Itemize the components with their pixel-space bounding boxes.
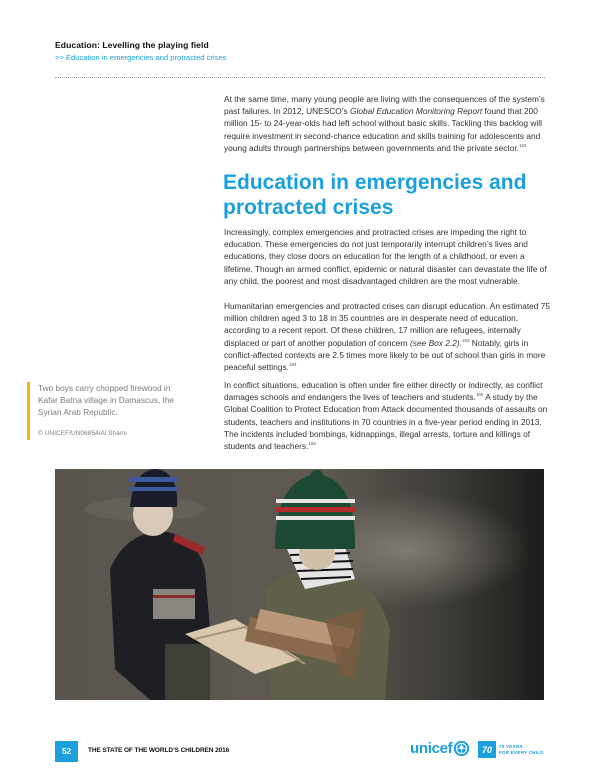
footnote-ref[interactable]: 162 — [519, 142, 527, 148]
anniversary-line-2: FOR EVERY CHILD — [499, 749, 544, 755]
paragraph-intro — [224, 93, 554, 154]
photo-illustration — [55, 469, 544, 700]
caption-accent-bar — [27, 382, 30, 440]
anniversary-logo — [478, 741, 544, 758]
publication-title: THE STATE OF THE WORLD’S CHILDREN 2016 — [88, 747, 230, 754]
paragraph-text: found that 200 million 15- to 24-year-olds had left school without basic skills. Tackling this backlog will require investment in second-chance education and skills training for adolescents and young adults through partnerships between governments and the private sector. — [224, 106, 542, 153]
footnote-ref[interactable]: 165 — [475, 392, 484, 398]
running-header-title: Education: Levelling the playing field — [55, 40, 209, 50]
paragraph-text: Notably, girls in conflict-affected contexts are 2.5 times more likely to be out of school than girls in more peaceful settings. — [224, 337, 546, 373]
footnote-ref[interactable]: 166 — [308, 441, 316, 447]
footnote-ref[interactable]: 163 — [461, 337, 470, 343]
dotted-divider — [55, 77, 545, 78]
photo-caption: Two boys carry chopped firewood in Kafar Batna village in Damascus, the Syrian Arab Republic. — [38, 383, 175, 418]
unicef-logo[interactable] — [410, 740, 470, 757]
paragraph-text: At the same time, many young people are living with the consequences of the system’s past failures. In 2012, UNESCO’s — [224, 94, 545, 117]
anniversary-mark-icon: 70 — [478, 741, 496, 758]
running-header-subtitle[interactable]: >> Education in emergencies and protracted crises — [55, 53, 227, 62]
photo-boys-firewood — [55, 469, 544, 700]
section-heading: Education in emergencies and protracted crises — [223, 171, 527, 219]
page-number-badge: 52 — [55, 741, 78, 762]
box-reference-link[interactable]: (see Box 2.2). — [410, 337, 462, 348]
paragraph-humanitarian — [224, 300, 554, 373]
paragraph-emergencies: Increasingly, complex emergencies and protracted crises are impeding the right to education. These emergencies do not just temporarily interrupt children’s lives and educations, they close doors on education for the length of a childhood, or even a lifetime. Though an armed conflict, epidemic or natural disaster can devastate the life of any child, the poorest and most disadvantaged children are the most vulnerable. — [224, 227, 547, 286]
paragraph-text: In conflict situations, education is often under fire either directly or indirectly, as conflict damages schools and endangers the lives of teachers and students. — [224, 380, 543, 403]
paragraph-text: Humanitarian emergencies and protracted crises can disrupt education. An estimated 75 million children aged 3 to 18 in 35 countries are in desperate need of education, according to a recent report. Of these children, 17 million are refugees, internally displaced or part of another population of concern — [224, 301, 551, 348]
report-title-italic: Global Education Monitoring Report — [350, 106, 483, 117]
unicef-wordmark: unicef — [410, 740, 453, 757]
anniversary-line-1: 70 YEARS — [499, 744, 523, 750]
paragraph-text: A study by the Global Coalition to Protect Education from Attack documented thousands of assaults on students, teachers and institutions in 70 countries in a five-year period ending in 2013. The incidents included bombings, kidnappings, illegal arrests, torture and killings of students and teachers. — [224, 392, 548, 452]
anniversary-text — [499, 744, 544, 755]
paragraph-conflict — [224, 379, 554, 452]
footnote-ref[interactable]: 164 — [288, 362, 297, 368]
unicef-emblem-icon — [453, 740, 470, 757]
photo-credit: © UNICEF/UN06854/Al Shami — [38, 430, 127, 437]
